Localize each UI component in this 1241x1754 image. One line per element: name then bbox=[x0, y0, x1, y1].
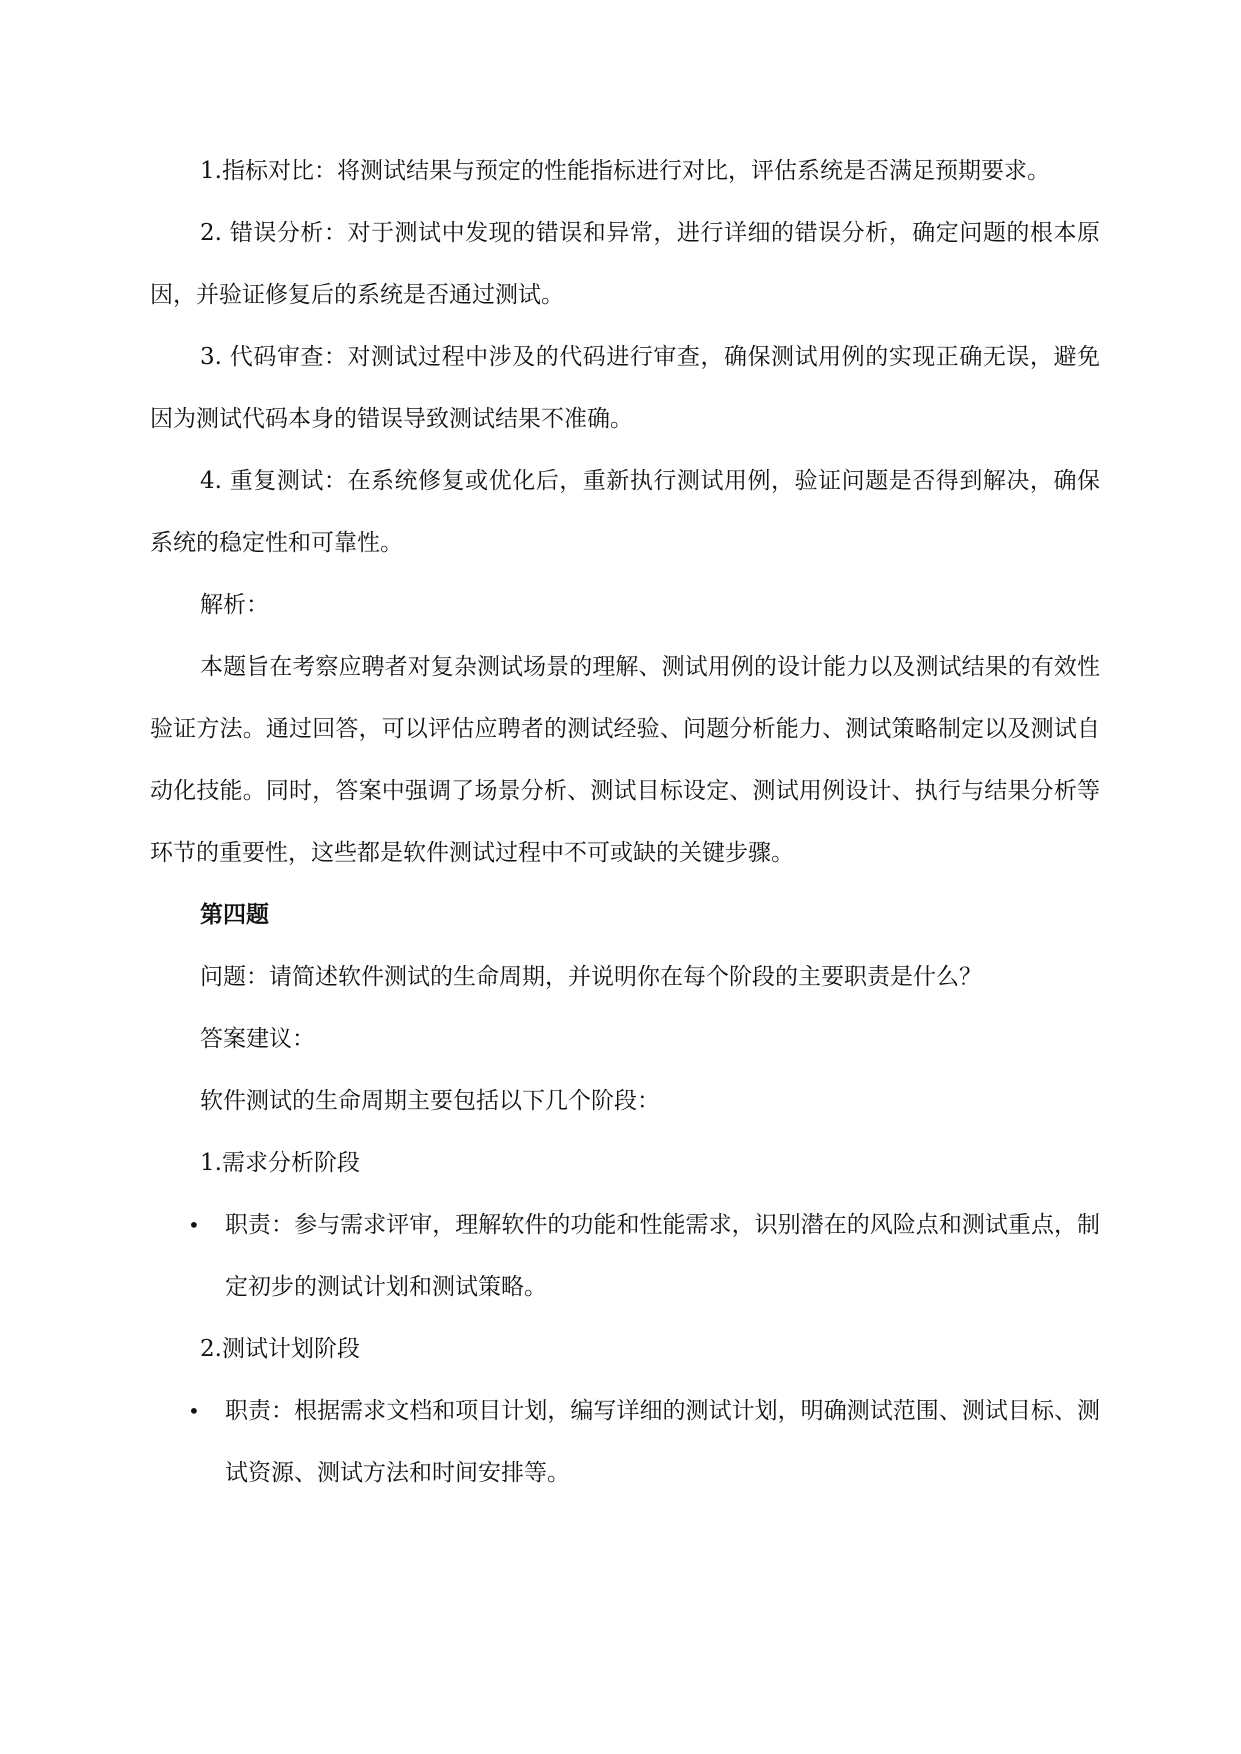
document-page bbox=[150, 140, 1100, 1504]
question-text: 问题：请简述软件测试的生命周期，并说明你在每个阶段的主要职责是什么？ bbox=[200, 964, 982, 990]
stage-title-test-plan: 2.测试计划阶段 bbox=[200, 1336, 360, 1362]
stage-duty-text: 职责：根据需求文档和项目计划，编写详细的测试计划，明确测试范围、测试目标、测试资源、测试方法和时间安排等。 bbox=[225, 1398, 1100, 1486]
analysis-label: 解析： bbox=[200, 592, 269, 618]
paragraph-indicator-comparison: 1.指标对比：将测试结果与预定的性能指标进行对比，评估系统是否满足预期要求。 bbox=[200, 158, 1050, 184]
stage-duty-text: 职责：参与需求评审，理解软件的功能和性能需求，识别潜在的风险点和测试重点，制定初步的测试计划和测试策略。 bbox=[225, 1212, 1100, 1300]
stage-title-requirements: 1.需求分析阶段 bbox=[200, 1150, 360, 1176]
analysis-text: 本题旨在考察应聘者对复杂测试场景的理解、测试用例的设计能力以及测试结果的有效性验证方法。通过回答，可以评估应聘者的测试经验、问题分析能力、测试策略制定以及测试自动化技能。同时，答案中强调了场景分析、测试目标设定、测试用例设计、执行与结果分析等环节的重要性，这些都是软件测试过程中不可或缺的关键步骤。 bbox=[150, 654, 1100, 866]
stage-duty-requirements bbox=[150, 1194, 1100, 1318]
answer-label: 答案建议： bbox=[200, 1026, 315, 1052]
paragraph-error-analysis: 2. 错误分析：对于测试中发现的错误和异常，进行详细的错误分析，确定问题的根本原因，并验证修复后的系统是否通过测试。 bbox=[150, 220, 1100, 308]
bullet-icon: • bbox=[188, 1213, 200, 1237]
stage-duty-test-plan bbox=[150, 1380, 1100, 1504]
bullet-icon: • bbox=[188, 1399, 200, 1423]
lifecycle-intro: 软件测试的生命周期主要包括以下几个阶段： bbox=[200, 1088, 660, 1114]
section-heading: 第四题 bbox=[200, 902, 269, 928]
paragraph-code-review: 3. 代码审查：对测试过程中涉及的代码进行审查，确保测试用例的实现正确无误，避免因为测试代码本身的错误导致测试结果不准确。 bbox=[150, 344, 1100, 432]
paragraph-repeat-testing: 4. 重复测试：在系统修复或优化后，重新执行测试用例，验证问题是否得到解决，确保系统的稳定性和可靠性。 bbox=[150, 468, 1100, 556]
